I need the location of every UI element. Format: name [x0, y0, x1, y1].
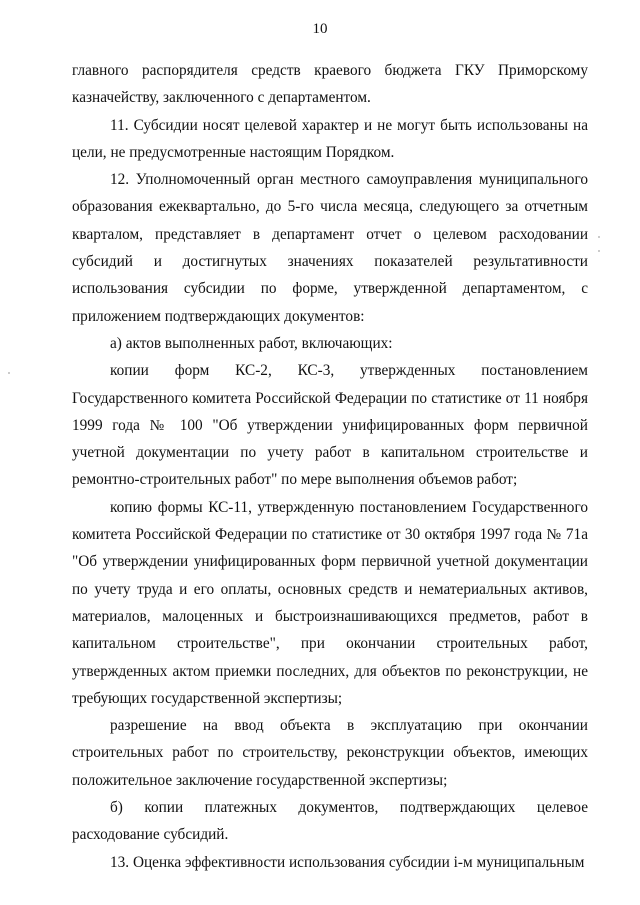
page-number: 10 — [312, 21, 328, 37]
paragraph-12: 12. Уполномоченный орган местного самоуправления муниципального образования ежеквартально, до 5-го числа месяца, следующего за отчетным кварталом, представляет в департамент отчет о целевом расходовании субсидий и достигнутых значениях показателей результативности использования субсидии по форме, утвержденной департаментом, с приложением подтверждающих документов: — [72, 171, 588, 325]
document-body — [72, 57, 588, 876]
paragraph-ks2-ks3: копии форм КС-2, КС-3, утвержденных постановлением Государственного комитета Российской Федерации по статистике от 11 ноября 1999 года № 100 "Об утверждении унифицированных форм первичной учетной документации по учету работ в капитальном строительстве и ремонтно-строительных работ" по мере выполнения объемов работ; — [72, 362, 588, 489]
paragraph-continuation: главного распорядителя средств краевого бюджета ГКУ Приморскому казначейству, заключенного с департаментом. — [72, 62, 588, 107]
paragraph-ks11: копию формы КС-11, утвержденную постановлением Государственного комитета Российской Федерации по статистике от 30 октября 1997 года № 71а "Об утверждении унифицированных форм первичной учетной документации по учету труда и его оплаты, основных средств и нематериальных активов, материалов, малоценных и быстроизнашивающихся предметов, работ в капитальном строительстве", при окончании строительных работ, утвержденных актом приемки последних, для объектов по реконструкции, не требующих государственной экспертизы; — [72, 498, 588, 707]
paragraph-13: 13. Оценка эффективности использования субсидии i-м муниципальным — [110, 853, 585, 871]
paragraph-12-b: б) копии платежных документов, подтверждающих целевое расходование субсидий. — [72, 799, 588, 844]
scan-speck — [598, 250, 600, 252]
paragraph-11: 11. Субсидии носят целевой характер и не могут быть использованы на цели, не предусмотренные настоящим Порядком. — [72, 116, 588, 161]
paragraph-12-a: а) актов выполненных работ, включающих: — [110, 334, 393, 352]
paragraph-permit: разрешение на ввод объекта в эксплуатацию при окончании строительных работ по строительству, реконструкции объектов, имеющих положительное заключение государственной экспертизы; — [72, 717, 588, 789]
scan-speck — [8, 372, 10, 374]
scan-speck — [598, 236, 600, 238]
